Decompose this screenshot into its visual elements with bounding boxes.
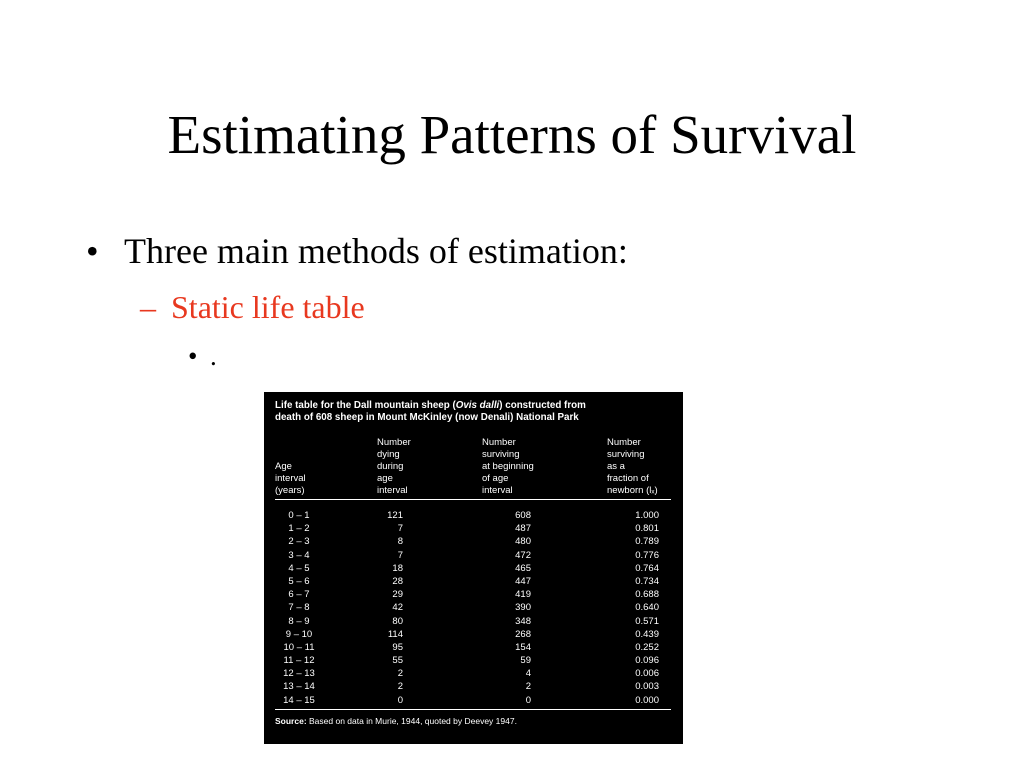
- sub-sub-bullet-text: .: [210, 341, 217, 371]
- table-rule-top: [275, 499, 671, 500]
- cell-fraction: 0.776: [635, 549, 659, 561]
- table-row: [275, 615, 671, 628]
- column-header-line: fraction of: [607, 473, 649, 484]
- life-table-image: [264, 392, 683, 744]
- cell-number-surviving: 447: [515, 575, 531, 587]
- cell-number-surviving: 2: [525, 681, 531, 693]
- table-rule-bottom: [275, 709, 671, 710]
- column-header-age: [275, 461, 306, 497]
- cell-age: 8 – 9: [288, 615, 310, 627]
- cell-age: 1 – 2: [288, 523, 310, 535]
- cell-age: 9 – 10: [285, 628, 313, 640]
- cell-number-dying: 95: [392, 641, 403, 653]
- table-row: [275, 628, 671, 641]
- column-header-line: surviving: [482, 449, 520, 460]
- column-header-dying: [377, 437, 411, 497]
- cell-number-surviving: 608: [515, 510, 531, 521]
- cell-number-surviving: 480: [515, 536, 531, 548]
- source-text: Based on data in Murie, 1944, quoted by Deevey 1947.: [306, 716, 517, 726]
- column-header-line: surviving: [607, 449, 645, 460]
- cell-number-dying: 2: [397, 668, 403, 680]
- column-header-surviving: [482, 437, 534, 497]
- sub-bullet-text: Static life table: [171, 289, 365, 325]
- cell-number-dying: 8: [397, 536, 403, 548]
- cell-number-surviving: 348: [515, 615, 531, 627]
- cell-fraction: 0.096: [635, 655, 659, 667]
- column-header-line: newborn (lₓ): [607, 485, 658, 496]
- bullet-text: Three main methods of estimation:: [124, 231, 628, 271]
- cell-fraction: 0.003: [635, 681, 659, 693]
- column-header-line: dying: [377, 449, 400, 460]
- cell-number-dying: 29: [392, 589, 403, 601]
- cell-number-dying: 42: [392, 602, 403, 614]
- cell-number-dying: 55: [392, 655, 403, 667]
- column-header-line: (years): [275, 485, 305, 496]
- cell-age: 7 – 8: [288, 602, 310, 614]
- cell-number-surviving: 154: [515, 641, 531, 653]
- cell-number-surviving: 390: [515, 602, 531, 614]
- dash-marker: –: [140, 289, 156, 325]
- life-table-rows: [275, 509, 671, 707]
- column-header-line: interval: [482, 485, 513, 496]
- cell-fraction: 0.000: [635, 694, 659, 706]
- cell-number-dying: 7: [397, 523, 403, 535]
- cell-number-dying: 121: [387, 510, 403, 521]
- cell-age: 14 – 15: [283, 694, 315, 706]
- cell-fraction: 0.006: [635, 668, 659, 680]
- cell-age: 4 – 5: [288, 562, 310, 574]
- column-header-line: at beginning: [482, 461, 534, 472]
- table-row: [275, 601, 671, 614]
- cell-age: 5 – 6: [288, 575, 310, 587]
- table-row: [275, 562, 671, 575]
- table-row: [275, 667, 671, 680]
- cell-number-surviving: 4: [525, 668, 531, 680]
- table-row: [275, 509, 671, 522]
- life-table-title: [275, 400, 618, 427]
- life-table-title-part: ) constructed from: [499, 400, 586, 411]
- cell-age: 6 – 7: [288, 589, 310, 601]
- cell-fraction: 0.789: [635, 536, 659, 548]
- cell-number-surviving: 465: [515, 562, 531, 574]
- bullet-marker: •: [86, 231, 99, 271]
- table-row: [275, 680, 671, 693]
- cell-fraction: 0.688: [635, 589, 659, 601]
- table-row: [275, 694, 671, 707]
- cell-number-dying: 80: [392, 615, 403, 627]
- table-row: [275, 654, 671, 667]
- column-header-line: Number: [607, 437, 641, 448]
- cell-fraction: 0.764: [635, 562, 659, 574]
- life-table-title-part: Life table for the Dall mountain sheep (: [275, 400, 456, 411]
- life-table-title-line-2: death of 608 sheep in Mount McKinley (now Denali) National Park: [275, 412, 579, 423]
- source-label: Source:: [275, 716, 307, 726]
- cell-fraction: 0.640: [635, 602, 659, 614]
- cell-number-surviving: 487: [515, 523, 531, 535]
- column-header-line: age: [377, 473, 393, 484]
- cell-number-dying: 0: [397, 694, 403, 706]
- bullet-marker: •: [188, 341, 198, 371]
- cell-fraction: 0.734: [635, 575, 659, 587]
- bullet-level-1: [86, 228, 628, 274]
- cell-fraction: 0.252: [635, 641, 659, 653]
- cell-number-dying: 28: [392, 575, 403, 587]
- column-header-line: Number: [377, 437, 411, 448]
- bullet-level-2: [140, 287, 365, 327]
- cell-number-surviving: 59: [520, 655, 531, 667]
- table-row: [275, 588, 671, 601]
- cell-fraction: 0.571: [635, 615, 659, 627]
- cell-number-dying: 114: [387, 628, 403, 640]
- cell-age: 11 – 12: [283, 655, 315, 667]
- cell-age: 10 – 11: [283, 641, 315, 653]
- column-header-line: during: [377, 461, 404, 472]
- column-header-line: as a: [607, 461, 625, 472]
- column-header-line: Number: [482, 437, 516, 448]
- cell-age: 3 – 4: [288, 549, 310, 561]
- cell-fraction: 0.439: [635, 628, 659, 640]
- table-row: [275, 549, 671, 562]
- life-table-source: [275, 716, 517, 727]
- bullet-level-3: [188, 338, 217, 374]
- cell-number-surviving: 268: [515, 628, 531, 640]
- column-header-line: interval: [377, 485, 408, 496]
- table-row: [275, 641, 671, 654]
- table-row: [275, 575, 671, 588]
- column-header-fraction: [607, 437, 658, 497]
- cell-number-dying: 7: [397, 549, 403, 561]
- cell-age: 0 – 1: [288, 510, 310, 521]
- column-header-line: interval: [275, 473, 306, 484]
- column-header-line: Age: [275, 461, 292, 472]
- cell-number-dying: 2: [397, 681, 403, 693]
- cell-number-surviving: 419: [515, 589, 531, 601]
- cell-age: 12 – 13: [283, 668, 315, 680]
- cell-fraction: 0.801: [635, 523, 659, 535]
- table-row: [275, 522, 671, 535]
- column-header-line: of age: [482, 473, 509, 484]
- slide-title: Estimating Patterns of Survival: [167, 104, 857, 165]
- cell-fraction: 1.000: [635, 510, 659, 521]
- cell-number-surviving: 472: [515, 549, 531, 561]
- cell-age: 13 – 14: [283, 681, 315, 693]
- cell-number-dying: 18: [392, 562, 403, 574]
- cell-number-surviving: 0: [525, 694, 531, 706]
- cell-age: 2 – 3: [288, 536, 310, 548]
- life-table-title-species: Ovis dalli: [455, 400, 500, 411]
- table-row: [275, 535, 671, 548]
